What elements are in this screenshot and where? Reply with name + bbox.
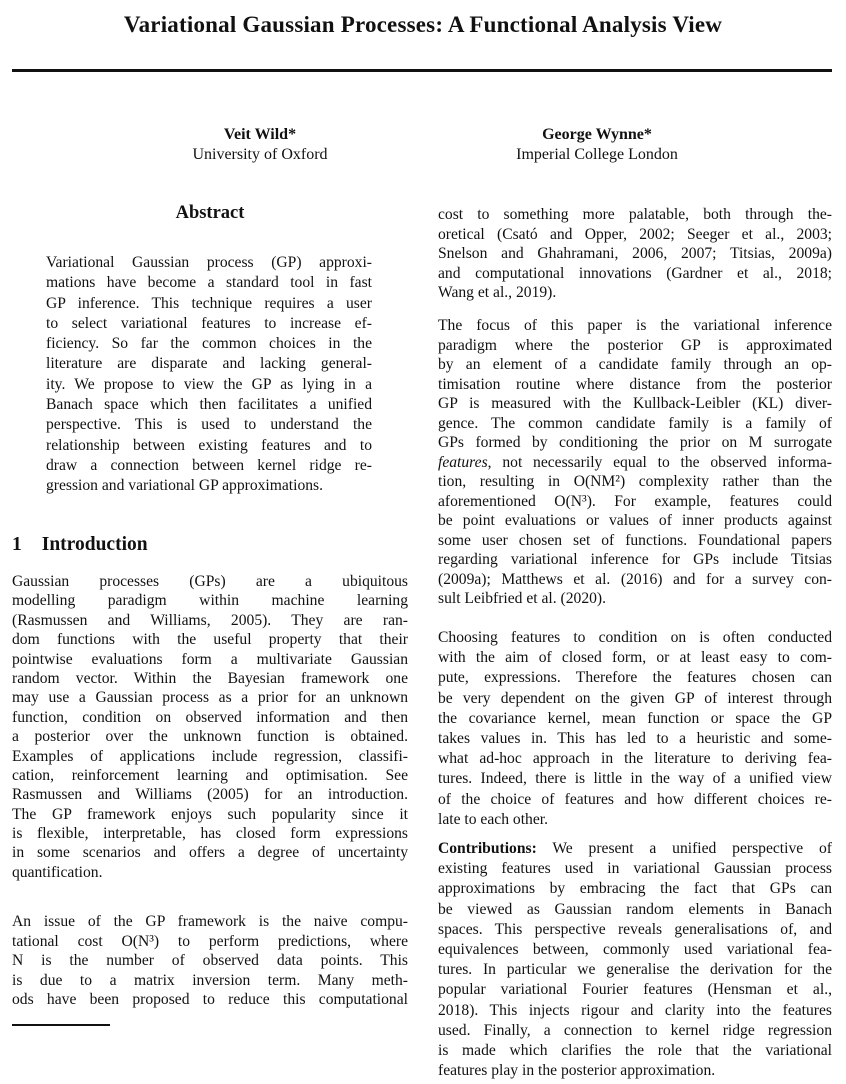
bold-lead: Contributions:: [438, 840, 537, 857]
author-name: George Wynne*: [542, 126, 652, 143]
text-line: Banach space which then facilitates a unified: [46, 396, 372, 414]
intro-paragraph: [12, 912, 408, 1010]
text-line: GPs formed by conditioning the prior on M surrogate: [438, 434, 832, 451]
text-line: the covariance kernel, mean function or space the GP: [438, 709, 832, 727]
text-line: ods have been proposed to reduce this computational: [12, 991, 408, 1009]
author-affiliation: Imperial College London: [516, 146, 678, 163]
text-line: Gaussian processes (GPs) are a ubiquitous: [12, 573, 408, 590]
text-line: approximations by embracing the fact that GPs can: [438, 880, 832, 898]
author-affiliation: University of Oxford: [192, 146, 328, 163]
text-line: tational cost O(N³) to perform predictions, where: [12, 932, 408, 950]
text-line: oretical (Csató and Opper, 2002; Seeger et al., 2003;: [438, 225, 832, 243]
text-line: gression and variational GP approximations.: [46, 477, 324, 495]
text-line: Wang et al., 2019).: [438, 284, 557, 302]
text-line: 2018). This injects rigour and clarity into the features: [438, 1001, 832, 1019]
text-line: An issue of the GP framework is the naive compu-: [12, 913, 408, 930]
section-heading: [12, 534, 148, 556]
text-line: be point evaluations or values of inner products against: [438, 512, 832, 529]
text-line: [438, 453, 832, 473]
text-line: is made which clarifies the role that the variational: [438, 1041, 832, 1059]
text-line: to select variational features to increase ef-: [46, 314, 372, 332]
text-line: may use a Gaussian process as a prior for an unknown: [12, 689, 408, 707]
text-line: dom functions with the useful property that their: [12, 631, 408, 649]
abstract-text: [46, 253, 372, 497]
text-span: We present a unified perspective of: [536, 840, 832, 857]
text-line: relationship between existing features and to: [46, 436, 372, 454]
section-number: 1: [12, 534, 22, 555]
text-line: equivalences between, commonly used variational fea-: [438, 940, 832, 958]
text-line: The GP framework enjoys such popularity since it: [12, 805, 408, 823]
text-line: and computational innovations (Gardner et al., 2018;: [438, 264, 832, 282]
author-block: [447, 125, 747, 165]
body-paragraph: [438, 316, 832, 609]
text-line: what ad-hoc approach in the literature to deriving fea-: [438, 750, 832, 768]
text-line: aforementioned O(N³). For example, features could: [438, 492, 832, 510]
author-name: Veit Wild*: [223, 126, 297, 143]
text-line: Rasmussen and Williams (2005) for an introduction.: [12, 786, 408, 804]
text-line: modelling paradigm within machine learning: [12, 592, 408, 610]
text-line: used. Finally, a connection to kernel ridge regression: [438, 1021, 832, 1039]
text-line: be viewed as Gaussian random elements in Banach: [438, 900, 832, 918]
title-rule: [12, 69, 832, 72]
text-line: cost to something more palatable, both through the-: [438, 206, 832, 223]
text-line: draw a connection between kernel ridge re-: [46, 456, 372, 474]
text-line: (Rasmussen and Williams, 2005). They are ran-: [12, 611, 408, 629]
text-line: perspective. This is used to understand the: [46, 416, 372, 434]
text-line: N is the number of observed data points. This: [12, 952, 408, 970]
text-line: paradigm where the posterior GP is approximated: [438, 336, 832, 354]
text-line: a posterior over the unknown function is obtained.: [12, 728, 408, 746]
emphasis: features: [438, 453, 488, 471]
text-line: takes values in. This has led to a heuristic and some-: [438, 729, 832, 747]
text-line: pute, expressions. Therefore the features chosen can: [438, 669, 832, 687]
text-line: tion, resulting in O(NM²) complexity rather than the: [438, 473, 832, 490]
text-line: spaces. This perspective reveals generalisations of, and: [438, 920, 832, 938]
text-line: timisation routine where distance from the posterior: [438, 375, 832, 393]
abstract-heading: Abstract: [175, 203, 245, 223]
intro-paragraph: [12, 572, 408, 882]
author-block: [110, 125, 410, 165]
text-line: Examples of applications include regression, classifi-: [12, 747, 408, 765]
text-span: , not necessarily equal to the observed informa-: [487, 453, 832, 471]
text-line: literature are disparate and lacking general-: [46, 355, 372, 373]
text-line: GP is measured with the Kullback-Leibler (KL) diver-: [438, 395, 832, 412]
text-line: Choosing features to condition on is often conducted: [438, 629, 832, 646]
text-line: ity. We propose to view the GP as lying in a: [46, 375, 372, 393]
text-line: quantification.: [12, 863, 103, 881]
text-line: [438, 839, 832, 859]
text-line: ficiency. So far the common choices in the: [46, 335, 372, 353]
text-line: tures. Indeed, there is little in the way of a unified view: [438, 770, 832, 788]
text-line: tures. In particular we generalise the derivation for the: [438, 961, 832, 979]
text-line: random vector. Within the Bayesian framework one: [12, 669, 408, 687]
text-line: regarding variational inference for GPs include Titsias: [438, 551, 832, 568]
text-line: (2009a); Matthews et al. (2016) and for a survey con-: [438, 570, 832, 588]
text-line: of the choice of features and how different choices re-: [438, 790, 832, 808]
text-line: gence. The common candidate family is a family of: [438, 414, 832, 432]
text-line: Variational Gaussian process (GP) approxi-: [46, 254, 372, 271]
text-line: GP inference. This technique requires a user: [46, 294, 372, 312]
text-line: popular variational Fourier features (Hensman et al.,: [438, 981, 832, 999]
contributions-paragraph: [438, 839, 832, 1081]
text-line: Snelson and Ghahramani, 2006, 2007; Titsias, 2009a): [438, 245, 832, 263]
text-line: in some scenarios and offers a degree of uncertainty: [12, 844, 408, 862]
paper-title: Variational Gaussian Processes: A Functional Analysis View: [123, 12, 723, 37]
body-paragraph: [438, 628, 832, 830]
text-line: mations have become a standard tool in fast: [46, 274, 372, 292]
text-line: is due to a matrix inversion term. Many meth-: [12, 971, 408, 989]
text-line: late to each other.: [438, 810, 548, 828]
text-line: some user chosen set of functions. Foundational papers: [438, 531, 832, 549]
text-line: by an element of a candidate family through an op-: [438, 356, 832, 373]
footnote-rule: [12, 1024, 110, 1026]
text-line: be very dependent on the given GP of interest through: [438, 689, 832, 707]
section-title: Introduction: [41, 534, 148, 555]
text-line: The focus of this paper is the variational inference: [438, 317, 832, 334]
text-line: features play in the posterior approximation.: [438, 1062, 716, 1080]
text-line: sult Leibfried et al. (2020).: [438, 590, 607, 607]
text-line: function, condition on observed information and then: [12, 708, 408, 726]
text-line: pointwise evaluations form a multivariate Gaussian: [12, 650, 408, 668]
text-line: existing features used in variational Gaussian process: [438, 860, 832, 878]
text-line: with the aim of closed form, or at least easy to com-: [438, 649, 832, 667]
text-line: cation, reinforcement learning and optimisation. See: [12, 766, 408, 784]
text-line: is flexible, interpretable, has closed form expressions: [12, 825, 408, 843]
body-paragraph: [438, 205, 832, 303]
